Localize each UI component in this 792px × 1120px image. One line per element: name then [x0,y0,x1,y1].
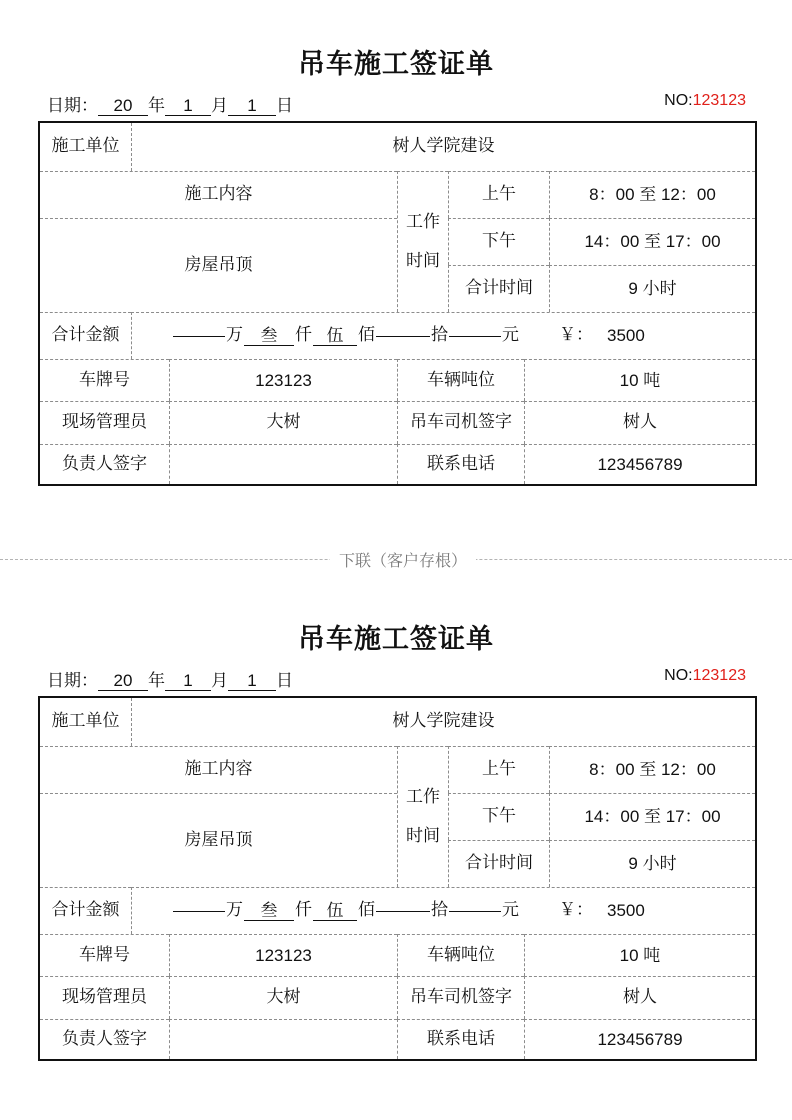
amount-shi-unit: 拾 [431,325,448,346]
plate-value: 123123 [169,934,397,976]
serial-value: 123123 [692,667,746,684]
plate-label: 车牌号 [40,934,169,976]
amount-shi-unit: 拾 [431,900,448,921]
amount-value [131,312,755,359]
amount-wan-blank [173,911,225,912]
plate-label: 车牌号 [40,359,169,401]
driver-signature-label: 吊车司机签字 [397,976,524,1019]
tonnage-value: 10 吨 [524,359,755,401]
phone-value: 123456789 [524,1019,755,1059]
form-title: 吊车施工签证单 [298,49,494,80]
worktime-label-line1: 工作 [406,211,440,232]
amount-bai-unit: 佰 [358,325,375,346]
date-line [47,666,293,691]
amount-yuan-unit: 元 [502,900,519,921]
manager-label: 现场管理员 [40,401,169,444]
content-value: 房屋吊顶 [40,218,397,312]
date-month-unit: 月 [211,96,228,116]
amount-wan-unit: 万 [226,325,243,346]
total-time-value: 9 小时 [549,265,755,312]
serial-number [664,92,746,110]
content-label: 施工内容 [40,746,397,793]
manager-value: 大树 [169,401,397,444]
amount-label: 合计金额 [40,312,131,359]
tonnage-label: 车辆吨位 [397,934,524,976]
amount-yuan-blank [449,911,501,912]
total-time-label: 合计时间 [448,265,549,312]
date-year-unit: 年 [148,671,165,691]
date-year: 20 [98,97,148,116]
am-label: 上午 [448,171,549,218]
driver-signature-label: 吊车司机签字 [397,401,524,444]
am-value: 8：00 至 12：00 [549,746,755,793]
amount-label: 合计金额 [40,887,131,934]
date-day-unit: 日 [276,671,293,691]
amount-wan-unit: 万 [226,900,243,921]
amount-qian-unit: 仟 [295,325,312,346]
date-month: 1 [165,672,211,691]
pm-label: 下午 [448,218,549,265]
amount-qian-value: 叁 [244,327,294,346]
date-day-unit: 日 [276,96,293,116]
pm-value: 14：00 至 17：00 [549,218,755,265]
date-month: 1 [165,97,211,116]
visa-table [38,121,757,486]
amount-total: 3500 [607,901,645,921]
amount-total: 3500 [607,326,645,346]
pm-label: 下午 [448,793,549,840]
amount-currency: ￥： [559,900,593,921]
date-year: 20 [98,672,148,691]
unit-value: 树人学院建设 [131,698,755,746]
unit-value: 树人学院建设 [131,123,755,171]
amount-value [131,887,755,934]
amount-qian-unit: 仟 [295,900,312,921]
visa-table [38,696,757,1061]
content-value: 房屋吊顶 [40,793,397,887]
principal-signature-label: 负责人签字 [40,1019,169,1059]
form-title: 吊车施工签证单 [298,624,494,655]
principal-signature-value [169,1019,397,1059]
worktime-label-line2: 时间 [406,251,440,271]
worktime-label-line1: 工作 [406,786,440,807]
amount-shi-blank [376,911,430,912]
worktime-label [397,746,448,887]
amount-wan-blank [173,336,225,337]
serial-value: 123123 [692,92,746,109]
date-month-unit: 月 [211,671,228,691]
manager-value: 大树 [169,976,397,1019]
amount-bai-unit: 佰 [358,900,375,921]
phone-value: 123456789 [524,444,755,484]
total-time-label: 合计时间 [448,840,549,887]
principal-signature-value [169,444,397,484]
manager-label: 现场管理员 [40,976,169,1019]
phone-label: 联系电话 [397,444,524,484]
unit-label: 施工单位 [51,711,120,732]
am-value: 8：00 至 12：00 [549,171,755,218]
amount-shi-blank [376,336,430,337]
principal-signature-label: 负责人签字 [40,444,169,484]
serial-label: NO: [664,92,693,109]
total-time-value: 9 小时 [549,840,755,887]
date-day: 1 [228,672,276,691]
content-label: 施工内容 [40,171,397,218]
amount-bai-value: 伍 [313,902,357,921]
tonnage-value: 10 吨 [524,934,755,976]
phone-label: 联系电话 [397,1019,524,1059]
tonnage-label: 车辆吨位 [397,359,524,401]
amount-yuan-unit: 元 [502,325,519,346]
driver-signature-value: 树人 [524,401,755,444]
date-line [47,91,293,116]
am-label: 上午 [448,746,549,793]
amount-qian-value: 叁 [244,902,294,921]
unit-label: 施工单位 [51,136,120,157]
worktime-label [397,171,448,312]
plate-value: 123123 [169,359,397,401]
date-label: 日期： [47,671,98,691]
driver-signature-value: 树人 [524,976,755,1019]
date-day: 1 [228,97,276,116]
serial-label: NO: [664,667,693,684]
pm-value: 14：00 至 17：00 [549,793,755,840]
worktime-label-line2: 时间 [406,826,440,846]
amount-bai-value: 伍 [313,327,357,346]
date-label: 日期： [47,96,98,116]
amount-currency: ￥： [559,325,593,346]
amount-yuan-blank [449,336,501,337]
date-year-unit: 年 [148,96,165,116]
cut-line-label: 下联（客户存根） [330,548,476,571]
serial-number [664,667,746,685]
